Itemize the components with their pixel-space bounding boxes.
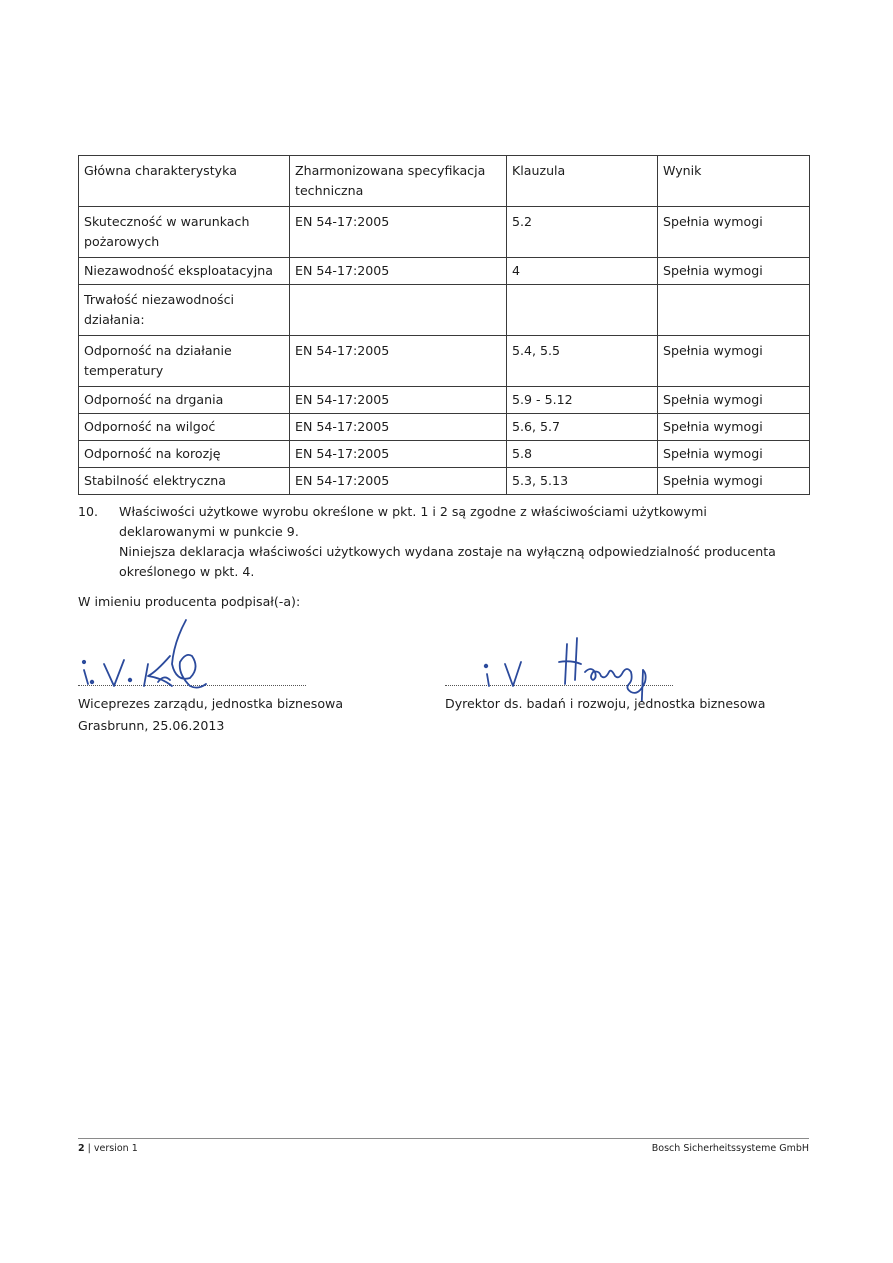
table-row <box>79 258 810 285</box>
table-cell: Spełnia wymogi <box>658 387 810 414</box>
table-cell <box>290 285 507 336</box>
section-line: deklarowanymi w punkcie 9. <box>119 524 299 539</box>
table-cell: 5.3, 5.13 <box>507 468 658 495</box>
page-number: 2 <box>78 1143 85 1154</box>
table-cell <box>507 285 658 336</box>
section-number: 10. <box>78 504 99 519</box>
table-row <box>79 414 810 441</box>
table-cell <box>658 285 810 336</box>
table-row <box>79 207 810 258</box>
signature-2 <box>445 632 685 692</box>
header-cell: Wynik <box>658 156 810 207</box>
table-cell: Skuteczność w warunkach pożarowych <box>79 207 290 258</box>
table-cell: Odporność na korozję <box>79 441 290 468</box>
table-cell: 5.2 <box>507 207 658 258</box>
table-cell: EN 54-17:2005 <box>290 258 507 285</box>
table-cell: Spełnia wymogi <box>658 207 810 258</box>
table-cell: Spełnia wymogi <box>658 336 810 387</box>
table-cell: 5.9 - 5.12 <box>507 387 658 414</box>
signature-1 <box>78 612 308 692</box>
version-label: | version 1 <box>87 1143 138 1154</box>
table-cell: 5.4, 5.5 <box>507 336 658 387</box>
table-header-row <box>79 156 810 207</box>
table-cell: EN 54-17:2005 <box>290 441 507 468</box>
table-cell: EN 54-17:2005 <box>290 414 507 441</box>
table-cell: 4 <box>507 258 658 285</box>
signer-1-role: Wiceprezes zarządu, jednostka biznesowa <box>78 696 344 711</box>
section-line: Niniejsza deklaracja właściwości użytkowych wydana zostaje na wyłączną odpowiedzialność producenta <box>119 544 776 559</box>
table-row <box>79 387 810 414</box>
footer-company: Bosch Sicherheitssysteme GmbH <box>651 1143 809 1154</box>
footer-divider <box>78 1138 809 1139</box>
table-cell: Odporność na wilgoć <box>79 414 290 441</box>
table-cell: EN 54-17:2005 <box>290 207 507 258</box>
section-line: określonego w pkt. 4. <box>119 564 255 579</box>
place-and-date: Grasbrunn, 25.06.2013 <box>78 718 225 733</box>
table-cell: Niezawodność eksploatacyjna <box>79 258 290 285</box>
table-row <box>79 441 810 468</box>
table-row <box>79 285 810 336</box>
section-text <box>119 502 799 582</box>
table-cell: EN 54-17:2005 <box>290 387 507 414</box>
table-cell: Spełnia wymogi <box>658 258 810 285</box>
table-cell: 5.8 <box>507 441 658 468</box>
section-line: Właściwości użytkowe wyrobu określone w pkt. 1 i 2 są zgodne z właściwościami użytkowymi <box>119 504 707 519</box>
signature-2-drawing <box>445 622 685 702</box>
table-cell: Spełnia wymogi <box>658 441 810 468</box>
table-cell: Odporność na działanie temperatury <box>79 336 290 387</box>
header-cell: Zharmonizowana specyfikacja techniczna <box>290 156 507 207</box>
table-cell: 5.6, 5.7 <box>507 414 658 441</box>
table-cell: EN 54-17:2005 <box>290 468 507 495</box>
header-cell: Klauzula <box>507 156 658 207</box>
table-cell: EN 54-17:2005 <box>290 336 507 387</box>
table-row <box>79 468 810 495</box>
signature-1-drawing <box>78 612 308 692</box>
table-cell: Odporność na drgania <box>79 387 290 414</box>
table-row <box>79 336 810 387</box>
table-cell: Spełnia wymogi <box>658 414 810 441</box>
on-behalf-label: W imieniu producenta podpisał(-a): <box>78 594 301 609</box>
table-cell: Spełnia wymogi <box>658 468 810 495</box>
table-cell: Trwałość niezawodności działania: <box>79 285 290 336</box>
header-cell: Główna charakterystyka <box>79 156 290 207</box>
table-cell: Stabilność elektryczna <box>79 468 290 495</box>
characteristics-table <box>78 155 810 495</box>
signer-2-role: Dyrektor ds. badań i rozwoju, jednostka biznesowa <box>445 696 766 711</box>
footer-page-info <box>78 1143 138 1154</box>
